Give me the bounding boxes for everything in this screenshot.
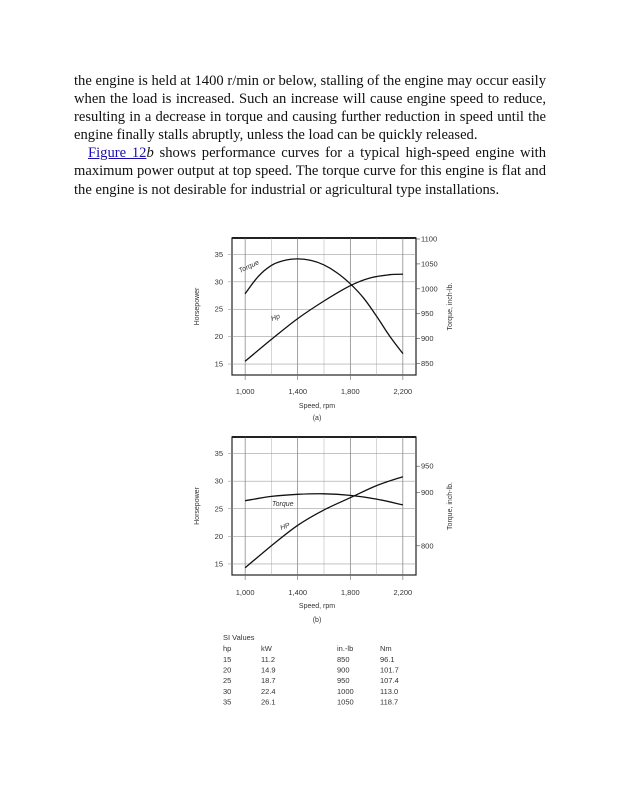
y-tick-label: 35 — [214, 449, 223, 459]
right-y-tick-label: 1100 — [421, 234, 438, 244]
right-y-tick-label: 800 — [421, 541, 434, 551]
si-table-cell: 15 — [223, 655, 232, 664]
si-table-cell: 25 — [223, 676, 232, 686]
right-y-tick-label: 950 — [421, 461, 434, 471]
chart-b — [194, 437, 454, 624]
si-table-cell: 101.7 — [380, 665, 399, 675]
chart-caption: (a) — [312, 415, 322, 422]
x-axis-label: Speed, rpm — [298, 603, 336, 610]
x-tick-label: 1,400 — [288, 588, 308, 597]
y-axis-label: Horsepower — [194, 487, 201, 525]
y-tick-label: 25 — [214, 304, 223, 314]
x-tick-label: 1,000 — [235, 387, 255, 396]
si-table-cell: 1000 — [337, 686, 354, 696]
right-y-axis-label: Torque, inch-lb. — [447, 282, 454, 331]
si-table-header: kW — [261, 644, 272, 653]
x-tick-label: 1,000 — [235, 588, 255, 597]
si-table-title: SI Values — [223, 633, 255, 642]
x-tick-label: 1,800 — [340, 588, 360, 597]
y-tick-label: 15 — [214, 559, 223, 569]
si-table-cell: 30 — [223, 686, 232, 696]
si-table-cell: 22.4 — [261, 686, 276, 696]
y-tick-label: 25 — [214, 504, 223, 514]
paragraph-1: the engine is held at 1400 r/min or below, stalling of the engine may occur easily when the load is increased. Such an increase will cause engine speed to reduce, resulting in a decrease in torque and causing further reduction in speed until the engine finally stalls abruptly, unless the load can be quickly released. — [74, 73, 546, 144]
si-table-cell: 11.2 — [261, 655, 276, 664]
right-y-tick-label: 1050 — [421, 259, 438, 269]
right-y-tick-label: 1000 — [421, 284, 438, 294]
y-tick-label: 20 — [214, 332, 223, 342]
si-table-cell: 1050 — [337, 697, 354, 707]
hp-curve-label: HP — [279, 522, 291, 532]
y-tick-label: 30 — [214, 277, 223, 287]
x-axis-label: Speed, rpm — [298, 403, 336, 410]
x-tick-label: 2,200 — [393, 588, 413, 597]
si-table-cell: 900 — [337, 665, 350, 675]
right-y-axis-label: Torque, inch-lb. — [447, 482, 454, 530]
right-y-tick-label: 900 — [421, 334, 434, 344]
si-table-header: Nm — [380, 644, 392, 653]
x-tick-label: 1,800 — [340, 387, 360, 396]
y-tick-label: 35 — [214, 249, 223, 259]
right-y-tick-label: 950 — [421, 309, 434, 319]
si-table-cell: 14.9 — [261, 665, 276, 675]
si-table-cell: 26.1 — [261, 697, 276, 707]
figure-12-link[interactable]: Figure 12 — [88, 145, 147, 162]
x-tick-label: 2,200 — [393, 387, 413, 396]
x-tick-label: 1,400 — [288, 387, 308, 396]
y-tick-label: 15 — [214, 359, 223, 369]
y-tick-label: 20 — [214, 531, 223, 541]
si-table-header: hp — [223, 644, 232, 653]
chart-a — [194, 234, 454, 422]
paragraph-2-text: shows performance curves for a typical high-speed engine with maximum power output at top speed. The torque curve for this engine is flat and the engine is not desirable for industrial or agricultural type installations. — [74, 145, 546, 198]
si-table-cell: 20 — [223, 665, 232, 675]
si-table-cell: 113.0 — [380, 686, 399, 696]
si-table-cell: 18.7 — [261, 676, 276, 686]
si-table-cell: 118.7 — [380, 697, 399, 707]
si-table-cell: 35 — [223, 697, 232, 707]
si-table-cell: 107.4 — [380, 676, 399, 686]
si-table-cell: 96.1 — [380, 655, 395, 664]
si-table-header: in.-lb — [337, 644, 354, 653]
si-table-cell: 950 — [337, 676, 350, 686]
si-values-table — [223, 633, 399, 706]
chart-caption: (b) — [312, 617, 322, 624]
right-y-tick-label: 900 — [421, 488, 434, 498]
torque-curve-label: Torque — [237, 259, 261, 275]
si-table-cell: 850 — [337, 655, 350, 664]
hp-curve-label: Hp — [270, 313, 282, 323]
right-y-tick-label: 850 — [421, 359, 434, 369]
figure-part-label: b — [146, 145, 154, 162]
y-axis-label: Horsepower — [194, 287, 201, 326]
torque-curve-label: Torque — [272, 501, 294, 508]
y-tick-label: 30 — [214, 476, 223, 486]
